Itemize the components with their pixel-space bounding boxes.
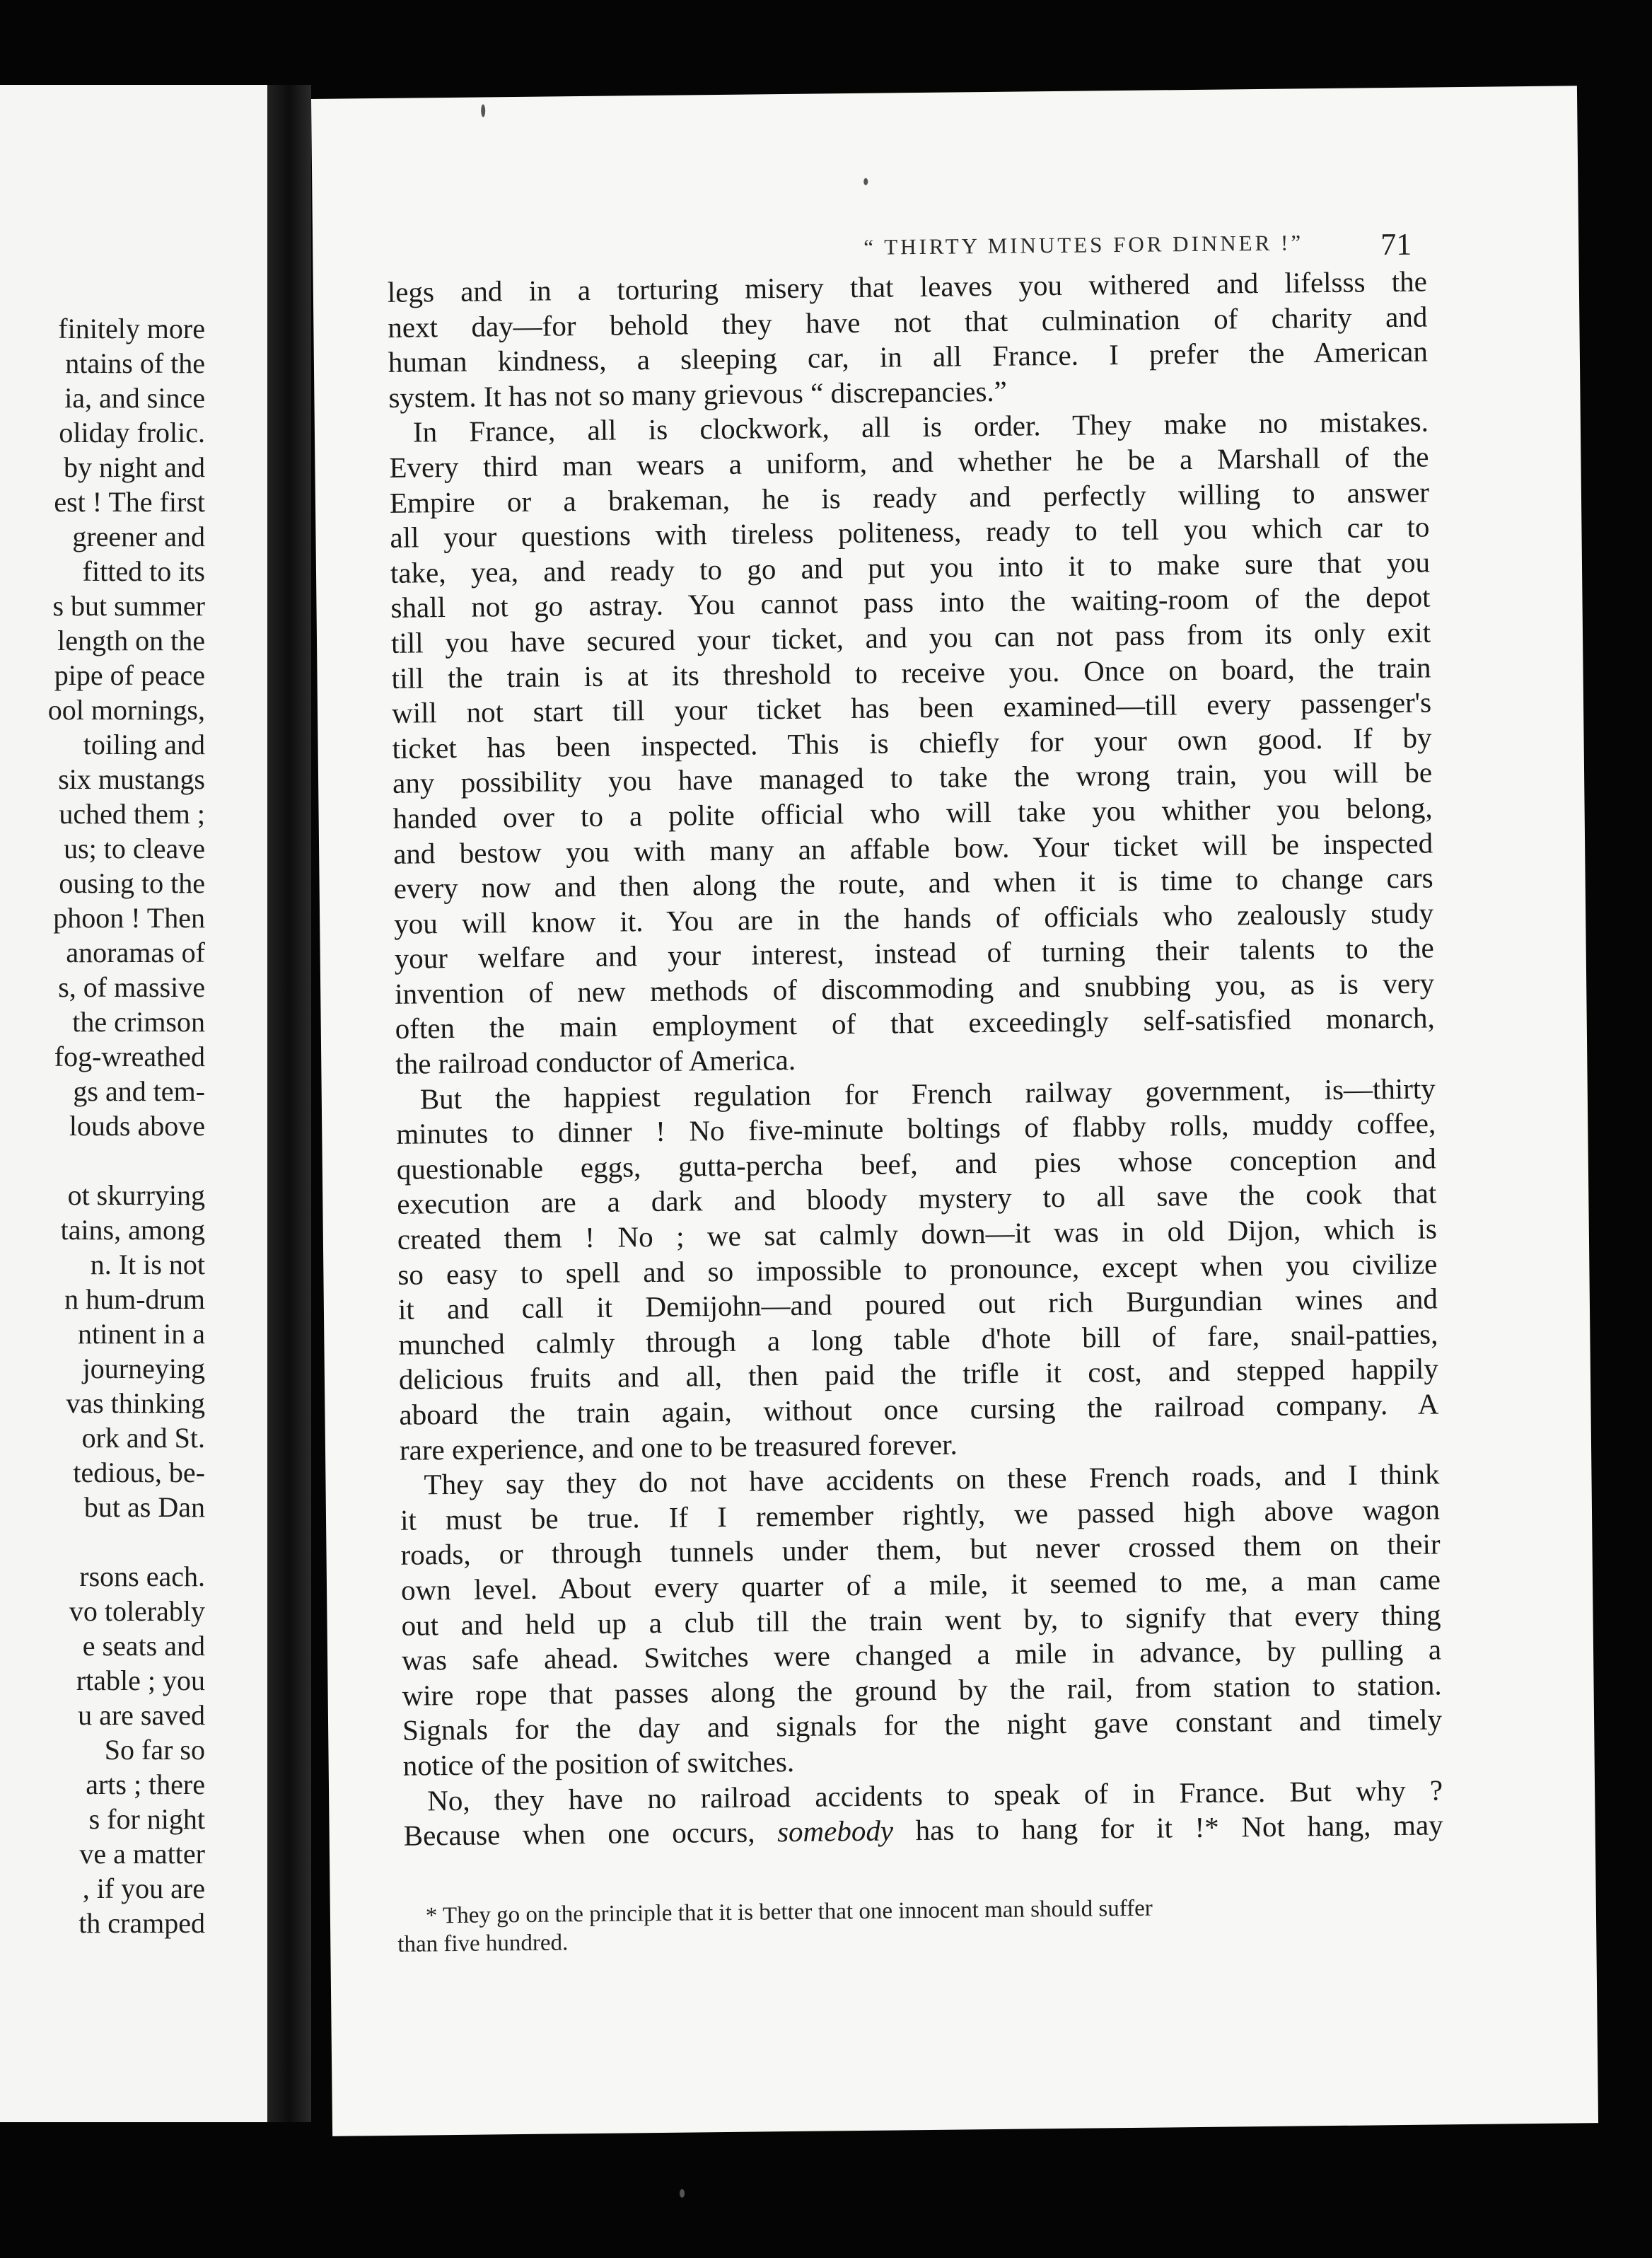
scan-speck xyxy=(680,2189,685,2198)
left-page-line: fitted to its xyxy=(82,555,205,587)
text-line: till you have secured your ticket, and you can not pass from its only exit xyxy=(390,615,1431,659)
text-line: you will know it. You are in the hands of officials who zealously study xyxy=(393,896,1434,940)
text-line: minutes to dinner ! No five-minute boltings of flabby rolls, muddy coffee, xyxy=(396,1106,1436,1151)
text-line: In France, all is clockwork, all is order. They make no mistakes. xyxy=(412,405,1429,448)
text-line: any possibility you have managed to take the wrong train, you will be xyxy=(392,755,1433,800)
left-page-line: but as Dan xyxy=(83,1491,205,1523)
text-span: Because when one occurs, xyxy=(403,1815,778,1852)
left-page-line: tains, among xyxy=(60,1214,205,1246)
left-page-line: n hum-drum xyxy=(64,1283,205,1315)
text-line: and bestow you with many an affable bow. Your ticket will be inspected xyxy=(392,826,1433,870)
left-page-line: by night and xyxy=(64,451,205,483)
left-page-line: us; to cleave xyxy=(64,833,205,864)
book-gutter xyxy=(267,85,311,2122)
text-line: the railroad conductor of America. xyxy=(395,1043,796,1080)
left-page-line: vo tolerably xyxy=(69,1595,205,1627)
left-page-line: ot skurrying xyxy=(67,1179,205,1211)
text-line: handed over to a polite official who will take you whither you belong, xyxy=(392,791,1433,835)
left-page-line: anoramas of xyxy=(66,937,205,968)
left-page-line: greener and xyxy=(72,521,205,552)
italic-word: somebody xyxy=(776,1814,894,1848)
text-line: created them ! No ; we sat calmly down—it was in old Dijon, which is xyxy=(397,1212,1438,1256)
text-line: your welfare and your interest, instead of turning their talents to the xyxy=(394,931,1434,975)
left-page-line: tedious, be- xyxy=(73,1457,205,1488)
text-line: notice of the position of switches. xyxy=(402,1744,795,1782)
text-line: Every third man wears a uniform, and whether he be a Marshall of the xyxy=(389,440,1429,484)
left-page-line: louds above xyxy=(69,1110,205,1142)
left-page-line: ve a matter xyxy=(79,1838,205,1870)
footnote-line: * They go on the principle that it is better that one innocent man should suffer xyxy=(425,1895,1153,1929)
text-line: questionable eggs, gutta-percha beef, and pies whose conception and xyxy=(396,1142,1437,1186)
text-line: invention of new methods of discommoding and snubbing you, as is very xyxy=(395,966,1435,1010)
left-page-line: e seats and xyxy=(82,1630,205,1662)
text-line: system. It has not so many grievous “ discrepancies.” xyxy=(388,374,1008,414)
left-page-line: So far so xyxy=(104,1734,205,1766)
left-page-line xyxy=(0,1524,269,1559)
left-page-line: s, of massive xyxy=(58,971,205,1003)
left-page-line: ool mornings, xyxy=(47,694,205,726)
scan-speck xyxy=(481,104,485,117)
text-line: rare experience, and one to be treasured forever. xyxy=(399,1428,958,1466)
footnote-line: than five hundred. xyxy=(397,1930,569,1957)
left-page-line: ork and St. xyxy=(81,1422,205,1454)
left-page-line: n. It is not xyxy=(90,1249,205,1280)
text-line: so easy to spell and so impossible to pronounce, except when you civilize xyxy=(397,1247,1438,1291)
left-page-line: length on the xyxy=(57,625,205,656)
left-page-line: arts ; there xyxy=(86,1768,205,1800)
text-line: every now and then along the route, and when it is time to change cars xyxy=(393,861,1433,905)
left-page-line: ntinent in a xyxy=(78,1318,205,1350)
text-line: was safe ahead. Switches were changed a mile in advance, by pulling a xyxy=(401,1633,1442,1677)
left-page-line: th cramped xyxy=(78,1907,205,1939)
left-page-line: rsons each. xyxy=(79,1561,205,1592)
text-line: Signals for the day and signals for the night gave constant and timely xyxy=(402,1703,1443,1747)
left-page-line: u are saved xyxy=(78,1699,205,1731)
left-page-line: pipe of peace xyxy=(54,659,205,691)
right-page xyxy=(311,86,1598,2136)
left-page-line: uched them ; xyxy=(59,798,205,830)
left-page-line: phoon ! Then xyxy=(53,902,205,934)
text-line: roads, or through tunnels under them, but never crossed them on their xyxy=(400,1527,1441,1572)
left-page xyxy=(0,85,269,2122)
left-page-line: journeying xyxy=(82,1353,205,1384)
left-page-line: vas thinking xyxy=(66,1387,205,1419)
left-page-line: fog-wreathed xyxy=(54,1041,205,1072)
text-line: But the happiest regulation for French railway government, is—thirty xyxy=(419,1072,1436,1116)
left-page-line: ia, and since xyxy=(64,382,205,414)
text-line: munched calmly through a long table d'hote bill of fare, snail-patties, xyxy=(398,1317,1438,1361)
body-text xyxy=(388,264,1443,1853)
text-line: own level. About every quarter of a mile, it seemed to me, a man came xyxy=(400,1563,1441,1606)
text-line: No, they have no railroad accidents to speak of in France. But why ? xyxy=(426,1773,1443,1817)
left-page-line xyxy=(0,1143,269,1178)
left-page-line: ntains of the xyxy=(65,347,205,379)
text-line: it must be true. If I remember rightly, we passed high above wagon xyxy=(400,1493,1441,1536)
text-line: human kindness, a sleeping car, in all France. I prefer the American xyxy=(388,335,1429,379)
left-page-line: est ! The first xyxy=(54,486,205,518)
text-line: till the train is at its threshold to receive you. Once on board, the train xyxy=(391,650,1431,695)
left-page-line: oliday frolic. xyxy=(59,417,205,448)
text-line: Empire or a brakeman, he is ready and perfectly willing to answer xyxy=(389,475,1430,519)
text-line: legs and in a torturing misery that leaves you withered and lifelsss the xyxy=(387,265,1428,308)
footnote xyxy=(397,1891,1445,1958)
text-line: wire rope that passes along the ground by the rail, from station to station. xyxy=(402,1668,1442,1712)
left-page-line: gs and tem- xyxy=(73,1075,205,1107)
left-page-line: toiling and xyxy=(83,729,205,760)
text-line: delicious fruits and all, then paid the trifle it cost, and stepped happily xyxy=(398,1352,1439,1396)
left-page-text xyxy=(0,311,269,1940)
text-line: They say they do not have accidents on these French roads, and I think xyxy=(424,1457,1440,1501)
text-line: all your questions with tireless politeness, ready to tell you which car to xyxy=(390,510,1430,555)
text-line: it and call it Demijohn—and poured out rich Burgundian wines and xyxy=(397,1282,1438,1326)
left-page-line: s but summer xyxy=(52,590,205,622)
left-page-line: s for night xyxy=(88,1803,205,1835)
left-page-line: finitely more xyxy=(58,313,205,345)
text-line: aboard the train again, without once cursing the railroad company. A xyxy=(399,1387,1439,1431)
text-line: shall not go astray. You cannot pass into the waiting-room of the depot xyxy=(390,580,1431,625)
text-line: ticket has been inspected. This is chiefly for your own good. If by xyxy=(392,721,1432,765)
text-line: out and held up a club till the train went by, to signify that every thing xyxy=(401,1597,1441,1642)
left-page-line: the crimson xyxy=(72,1006,205,1038)
text-line: take, yea, and ready to go and put you into it to make sure that you xyxy=(390,545,1431,589)
left-page-line: six mustangs xyxy=(58,763,205,795)
text-line: next day—for behold they have not that culmination of charity and xyxy=(388,300,1428,344)
text-line: execution are a dark and bloody mystery to all save the cook that xyxy=(397,1176,1437,1221)
scan-speck xyxy=(863,178,868,185)
left-page-line: , if you are xyxy=(82,1872,205,1904)
text-line: will not start till your ticket has been examined—till every passenger's xyxy=(391,685,1432,729)
left-page-line: rtable ; you xyxy=(76,1664,205,1696)
left-page-line: ousing to the xyxy=(59,867,205,899)
text-span: has to hang for it !* Not hang, may xyxy=(892,1808,1443,1847)
text-line: often the main employment of that exceedingly self-satisfied monarch, xyxy=(395,1001,1435,1046)
page-number: 71 xyxy=(1380,226,1412,262)
running-head: “ THIRTY MINUTES FOR DINNER !” xyxy=(863,230,1304,260)
